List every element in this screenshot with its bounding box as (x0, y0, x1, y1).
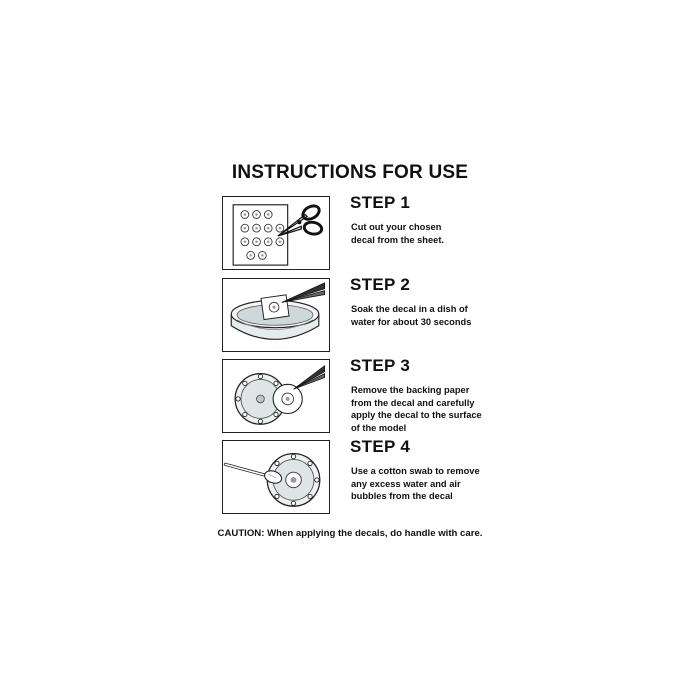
page-title: INSTRUCTIONS FOR USE (231, 162, 469, 183)
scissors-cutting-sheet-icon (222, 196, 330, 270)
step-3-line-2: from the decal and carefully (351, 397, 475, 408)
step-4-description (351, 465, 521, 503)
step-2-line-2: water for about 30 seconds (351, 316, 472, 327)
tweezers-dish-water-icon (222, 278, 330, 352)
step-3-line-4: of the model (351, 422, 407, 433)
step-2 (222, 275, 522, 354)
step-2-heading: STEP 2 (350, 275, 411, 294)
tweezers-applying-decal-icon (222, 359, 330, 433)
step-2-description (351, 303, 521, 328)
step-1-line-1: Cut out your chosen (351, 222, 442, 232)
step-3-heading: STEP 3 (350, 356, 411, 375)
cotton-swab-icon (222, 440, 330, 514)
step-3-line-1: Remove the backing paper (351, 385, 470, 395)
step-3-description (351, 384, 521, 434)
step-4 (222, 437, 522, 516)
step-3-line-3: apply the decal to the surface (351, 410, 482, 420)
step-1-heading: STEP 1 (350, 193, 411, 212)
step-2-line-1: Soak the decal in a dish of (351, 304, 468, 314)
step-4-line-1: Use a cotton swab to remove (351, 466, 480, 476)
step-4-heading: STEP 4 (350, 437, 411, 456)
step-4-line-3: bubbles from the decal (351, 491, 453, 501)
step-1-line-2: decal from the sheet. (351, 234, 444, 245)
step-1-description (351, 221, 521, 246)
step-1 (222, 193, 522, 272)
caution-note: CAUTION: When applying the decals, do handle with care. (217, 528, 483, 539)
step-4-line-2: any excess water and air (351, 478, 461, 489)
step-3 (222, 356, 522, 435)
